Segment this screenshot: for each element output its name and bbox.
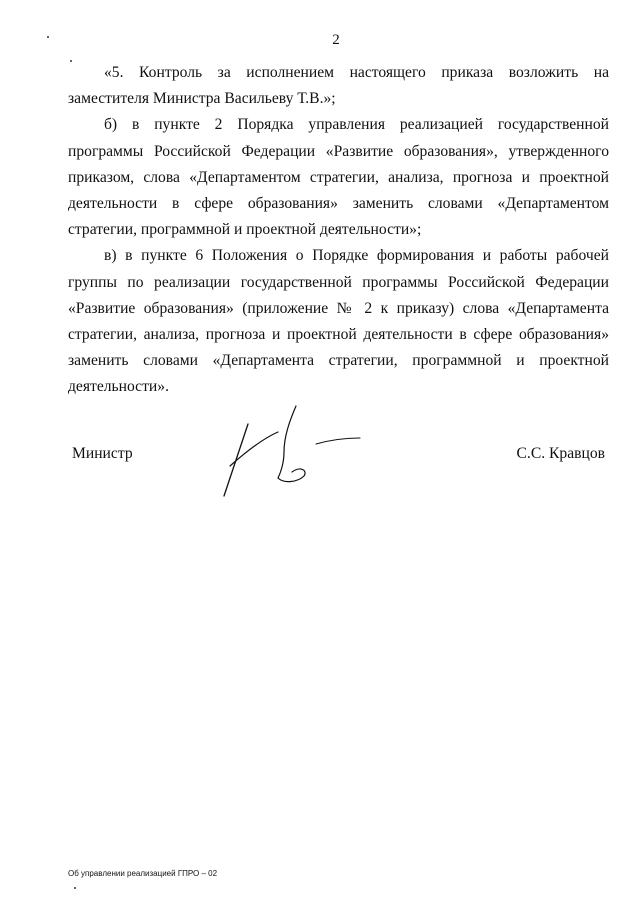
signatory-title: Министр xyxy=(72,445,133,462)
paragraph-item-v: в) в пункте 6 Положения о Порядке формирования и работы рабочей группы по реализации государственной программы Российской Федерации «Развитие образования» (приложение № 2 к приказу) слова «Департамента стратегии, анализа, прогноза и проектной деятельности в сфере образования» заменить словами «Департамента стратегии, программной и проектной деятельности». xyxy=(68,247,609,396)
signatory-name: С.С. Кравцов xyxy=(516,445,605,462)
paragraph-item-b: б) в пункте 2 Порядка управления реализацией государственной программы Российской Федерации «Развитие образования», утвержденного приказом, слова «Департаментом стратегии, анализа, прогноза и проектной деятельности в сфере образования» заменить словами «Департаментом стратегии, программной и проектной деятельности»; xyxy=(68,116,609,239)
scan-speck xyxy=(74,887,76,889)
page-number: 2 xyxy=(332,32,340,48)
paragraph-item-5: «5. Контроль за исполнением настоящего приказа возложить на заместителя Министра Васильеву Т.В.»; xyxy=(68,64,609,108)
handwritten-signature xyxy=(218,402,368,502)
document-body xyxy=(68,60,609,401)
footer-reference: Об управлении реализацией ГПРО – 02 xyxy=(68,869,218,878)
